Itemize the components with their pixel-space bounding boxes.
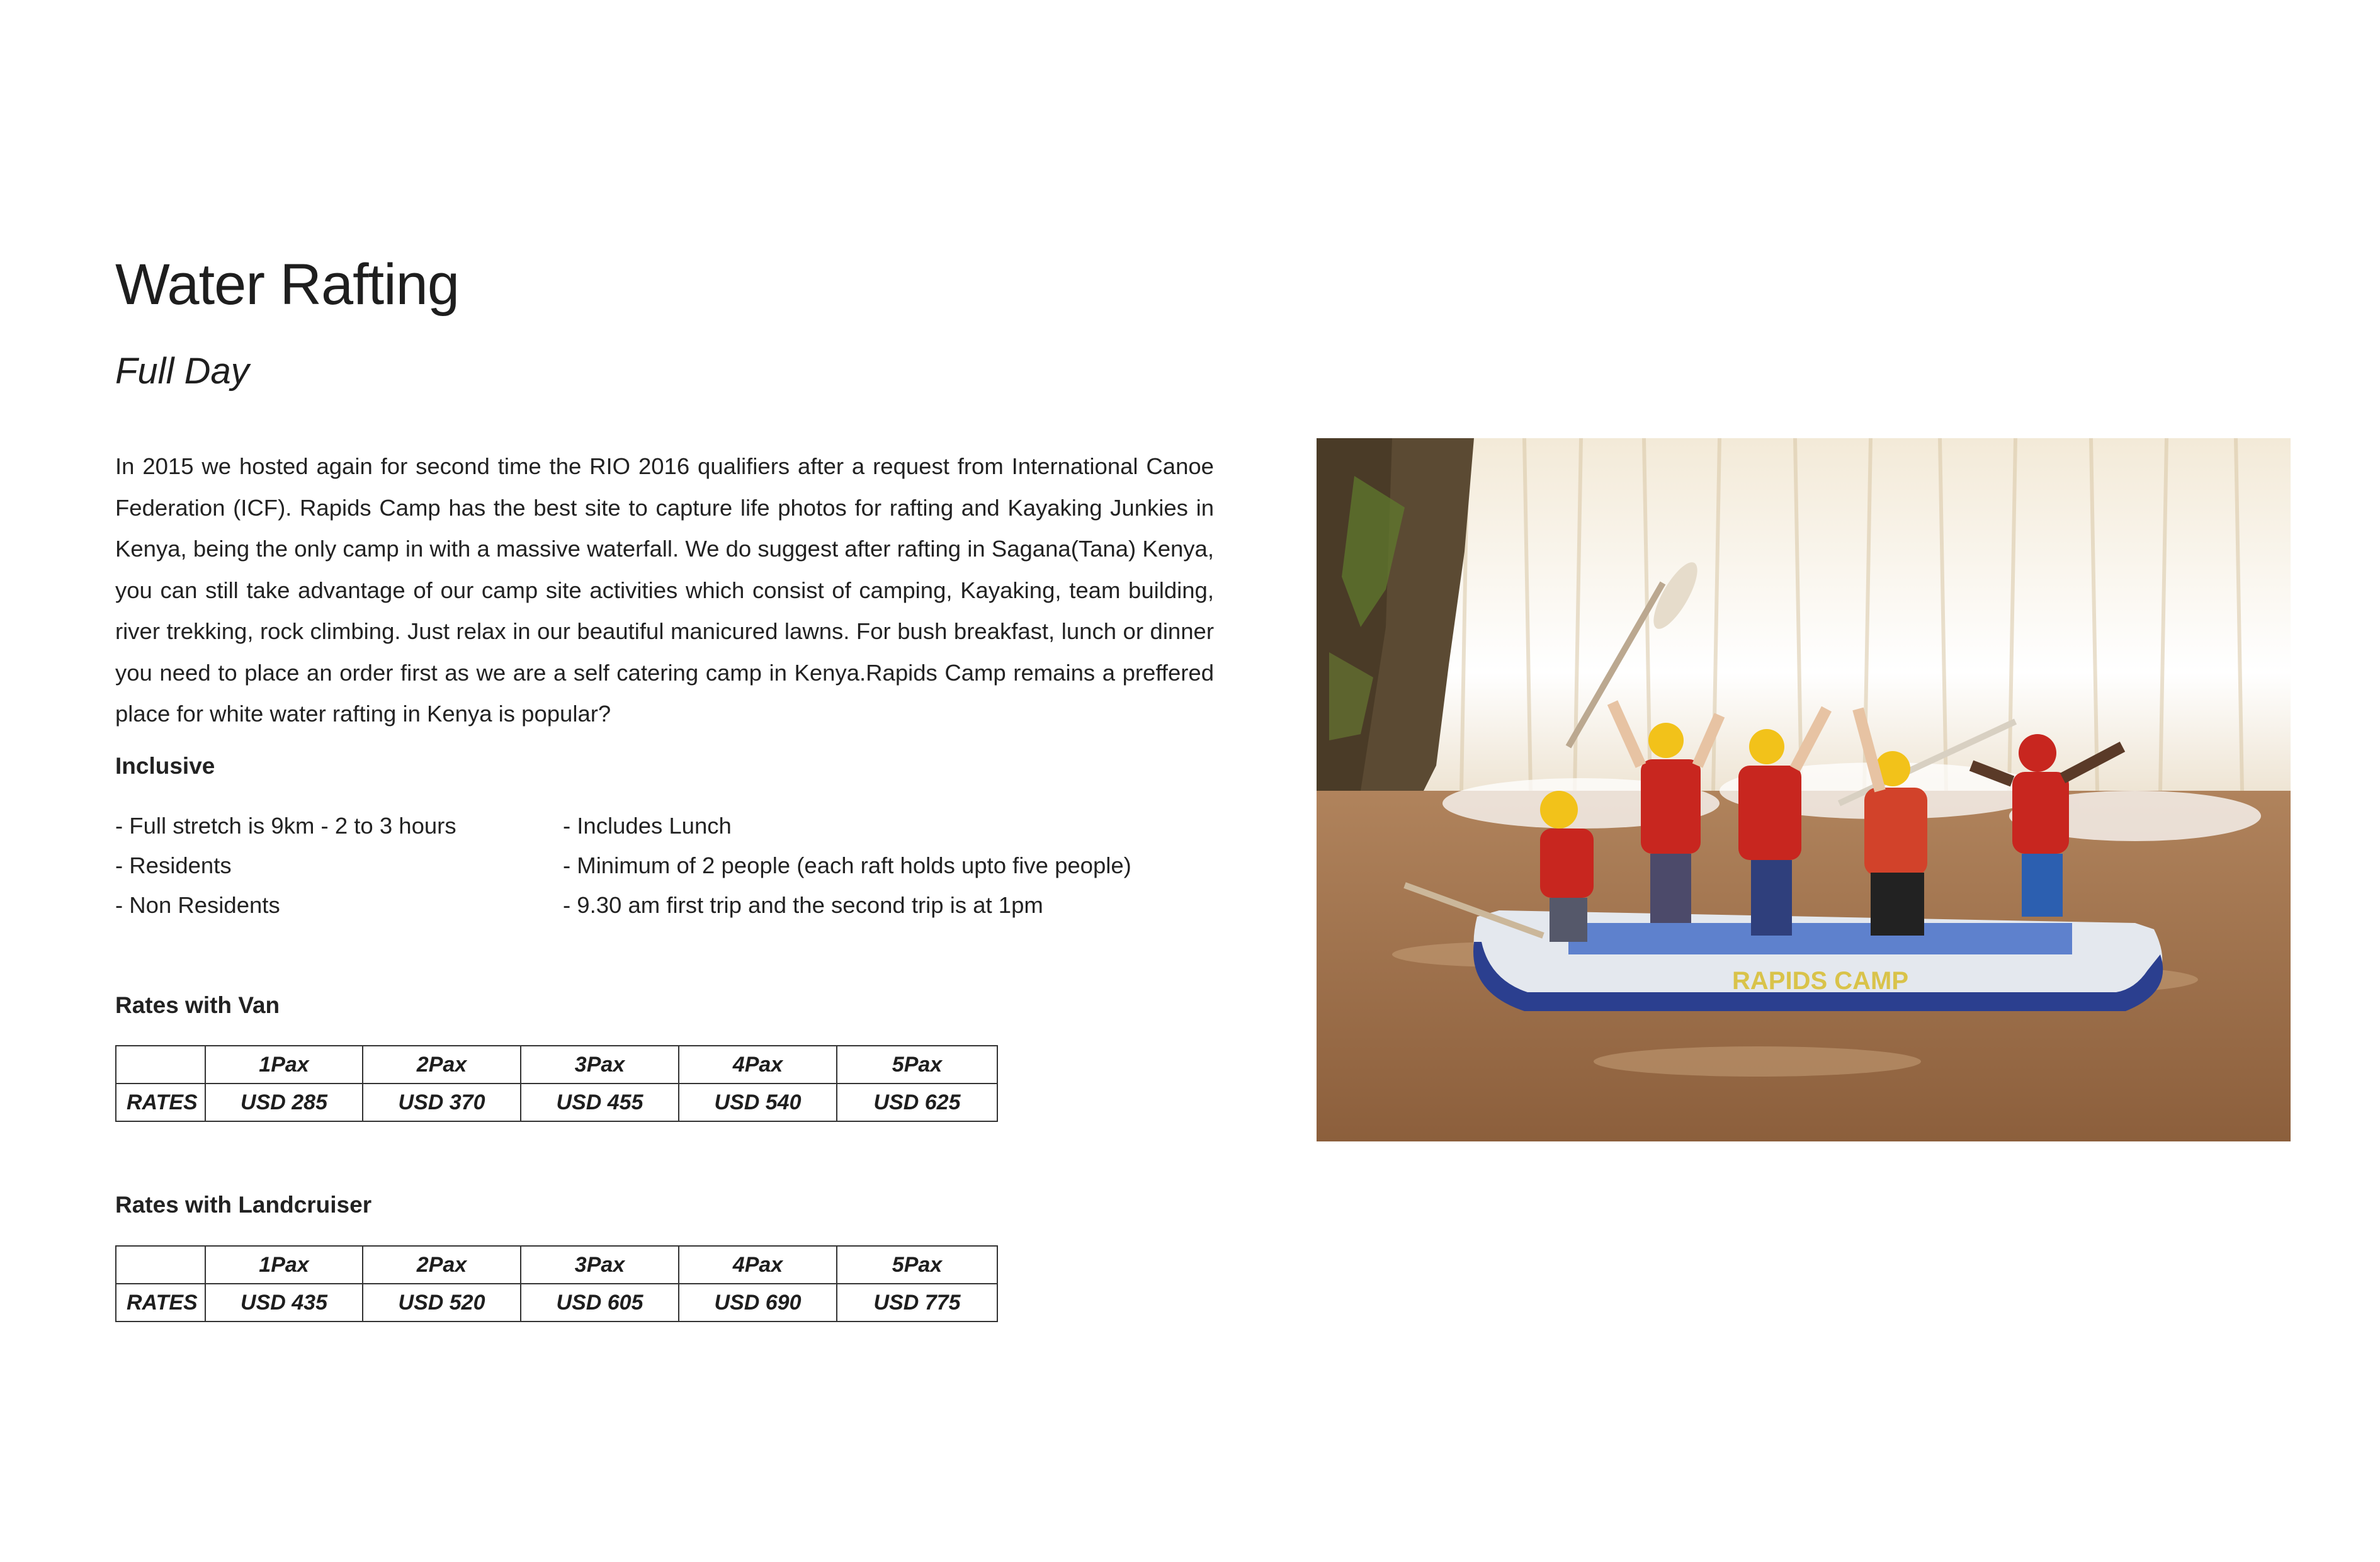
page-title: Water Rafting <box>115 252 460 317</box>
row-label: RATES <box>116 1284 205 1321</box>
description-paragraph: In 2015 we hosted again for second time the RIO 2016 qualifiers after a request from International Canoe Federation (ICF). Rapids Camp has the best site to capture life photos for rafting and Kayaking Junkies in Kenya, being the only camp in with a massive waterfall. We do suggest after rafting in Sagana(Tana) Kenya, you can still take advantage of our camp site activities which consist of camping, Kayaking, team building, river trekking, rock climbing. Just relax in our beautiful manicured lawns. For bush breakfast, lunch or dinner you need to place an order first as we are a self catering camp in Kenya.Rapids Camp remains a preffered place for white water rafting in Kenya is popular? <box>115 453 1214 727</box>
rate-cell: USD 625 <box>837 1084 997 1121</box>
table-row <box>116 1284 997 1321</box>
table-header-cell: 5Pax <box>837 1246 997 1284</box>
table-header-cell: 5Pax <box>837 1046 997 1084</box>
row-label: RATES <box>116 1084 205 1121</box>
rates-landcruiser-table <box>115 1245 998 1322</box>
list-item: - Residents <box>115 852 232 878</box>
list-item: - Full stretch is 9km - 2 to 3 hours <box>115 813 456 839</box>
table-header-cell: 2Pax <box>363 1246 521 1284</box>
rate-cell: USD 775 <box>837 1284 997 1321</box>
rate-cell: USD 435 <box>205 1284 363 1321</box>
list-item: - 9.30 am first trip and the second trip is at 1pm <box>563 892 1043 918</box>
table-row <box>116 1084 997 1121</box>
waterfall-rafting-image <box>1317 438 2291 1141</box>
table-header-row <box>116 1246 997 1284</box>
table-cell-empty <box>116 1046 205 1084</box>
table-header-cell: 2Pax <box>363 1046 521 1084</box>
table-cell-empty <box>116 1246 205 1284</box>
raft-label: RAPIDS CAMP <box>1732 967 1909 995</box>
table-header-cell: 1Pax <box>205 1246 363 1284</box>
list-item: - Includes Lunch <box>563 813 732 839</box>
table-header-cell: 3Pax <box>521 1246 679 1284</box>
rate-cell: USD 605 <box>521 1284 679 1321</box>
rate-cell: USD 285 <box>205 1084 363 1121</box>
rate-cell: USD 370 <box>363 1084 521 1121</box>
rate-cell: USD 520 <box>363 1284 521 1321</box>
list-item: - Minimum of 2 people (each raft holds upto five people) <box>563 852 1131 878</box>
table-header-row <box>116 1046 997 1084</box>
table-header-cell: 1Pax <box>205 1046 363 1084</box>
table-header-cell: 3Pax <box>521 1046 679 1084</box>
rates-landcruiser-heading: Rates with Landcruiser <box>115 1192 372 1218</box>
inclusive-heading: Inclusive <box>115 753 215 779</box>
inclusive-list-right <box>563 806 1131 925</box>
table-header-cell: 4Pax <box>679 1246 837 1284</box>
rate-cell: USD 455 <box>521 1084 679 1121</box>
list-item: - Non Residents <box>115 892 280 918</box>
rates-van-table <box>115 1045 998 1122</box>
page-subtitle: Full Day <box>115 351 249 392</box>
rate-cell: USD 540 <box>679 1084 837 1121</box>
rafting-photo <box>1317 438 2291 1141</box>
table-header-cell: 4Pax <box>679 1046 837 1084</box>
rates-van-heading: Rates with Van <box>115 992 280 1018</box>
inclusive-list-left <box>115 806 456 925</box>
rate-cell: USD 690 <box>679 1284 837 1321</box>
